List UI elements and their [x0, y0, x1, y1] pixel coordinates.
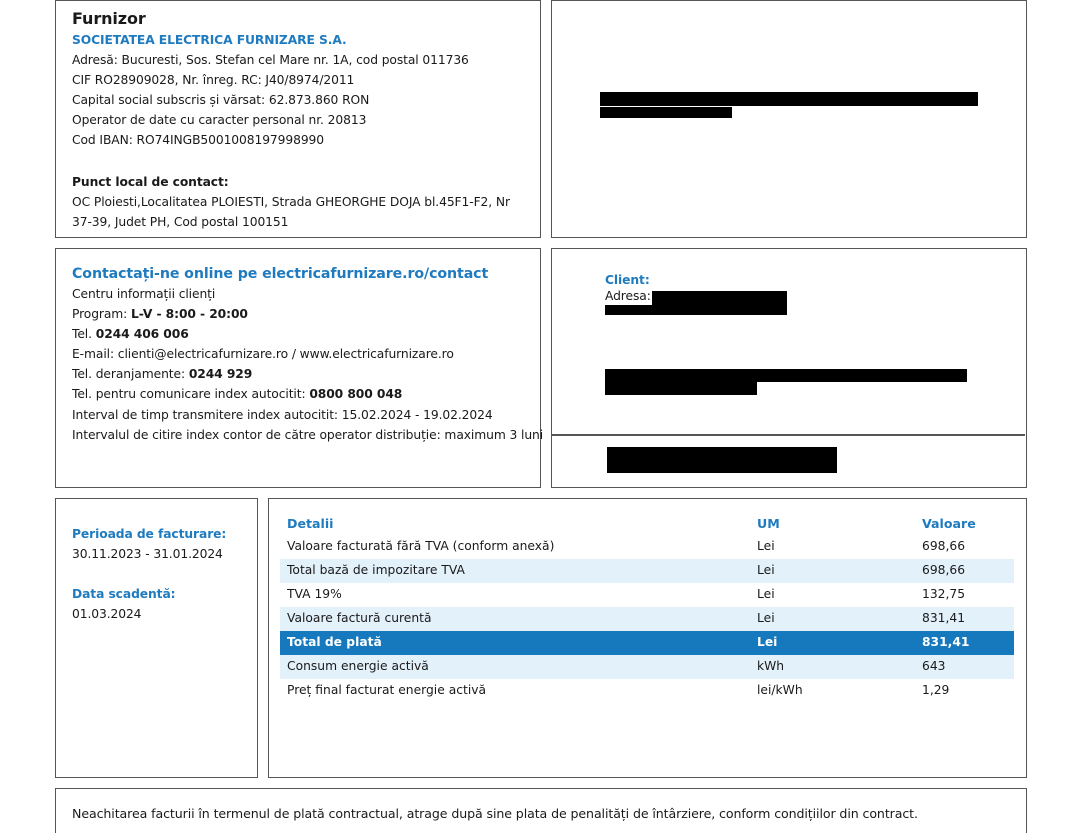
billing-box: [55, 498, 258, 778]
row-um: Lei: [757, 635, 778, 649]
supplier-capital: Capital social subscris și vărsat: 62.873.860 RON: [72, 93, 370, 107]
row-um: kWh: [757, 659, 785, 673]
redacted-block: [605, 305, 787, 315]
recipient-box: [551, 0, 1027, 238]
divider: [552, 434, 1025, 436]
citire-line: Intervalul de citire index contor de către operator distribuție: maximum 3 luni: [72, 428, 544, 442]
supplier-iban: Cod IBAN: RO74INGB5001008197998990: [72, 133, 324, 147]
table-header: [280, 516, 1014, 536]
deranjamente-line: [72, 367, 252, 381]
total-row: [280, 631, 1014, 655]
header-um: UM: [757, 516, 780, 531]
tel-value: 0244 406 006: [95, 327, 189, 341]
email-line: E-mail: clienti@electricafurnizare.ro / www.electricafurnizare.ro: [72, 347, 454, 361]
table-row: [280, 535, 1014, 559]
due-label: Data scadentă:: [72, 587, 176, 601]
interval-line: Interval de timp transmitere index autocitit: 15.02.2024 - 19.02.2024: [72, 408, 493, 422]
due-value: 01.03.2024: [72, 607, 142, 621]
row-um: Lei: [757, 611, 775, 625]
row-value: 831,41: [922, 635, 970, 649]
deranjamente-label: Tel. deranjamente:: [72, 367, 189, 381]
period-label: Perioada de facturare:: [72, 527, 227, 541]
row-value: 132,75: [922, 587, 966, 601]
row-um: lei/kWh: [757, 683, 803, 697]
table-row: [280, 679, 1014, 703]
local-contact-line-1: OC Ploiesti,Localitatea PLOIESTI, Strada GHEORGHE DOJA bl.45F1-F2, Nr: [72, 195, 510, 209]
program-label: Program:: [72, 307, 132, 321]
redacted-block: [600, 92, 978, 106]
row-value: 698,66: [922, 539, 966, 553]
info-center: Centru informații clienți: [72, 287, 216, 301]
footer-box: [55, 788, 1027, 833]
period-value: 30.11.2023 - 31.01.2024: [72, 547, 223, 561]
supplier-company: SOCIETATEA ELECTRICA FURNIZARE S.A.: [72, 33, 347, 47]
index-value: 0800 800 048: [309, 387, 403, 401]
row-value: 831,41: [922, 611, 966, 625]
row-detail: Total de plată: [287, 635, 382, 649]
row-um: Lei: [757, 563, 775, 577]
row-detail: Consum energie activă: [287, 659, 429, 673]
row-value: 643: [922, 659, 946, 673]
contact-heading[interactable]: Contactați-ne online pe electricafurnizare.ro/contact: [72, 266, 489, 282]
local-contact-heading: Punct local de contact:: [72, 175, 229, 189]
table-row: [280, 559, 1014, 583]
contact-box: [55, 248, 544, 488]
redacted-block: [652, 291, 787, 306]
row-detail: Preț final facturat energie activă: [287, 683, 487, 697]
row-detail: TVA 19%: [287, 587, 342, 601]
table-row: [280, 583, 1014, 607]
row-value: 698,66: [922, 563, 966, 577]
program-value: L-V - 8:00 - 20:00: [131, 307, 248, 321]
row-um: Lei: [757, 539, 775, 553]
redacted-block: [600, 107, 732, 118]
table-row: [280, 607, 1014, 631]
row-detail: Valoare facturată fără TVA (conform anexă): [287, 539, 555, 553]
redacted-block: [605, 369, 967, 382]
table-row: [280, 655, 1014, 679]
client-address-label: Adresa:: [605, 289, 651, 303]
local-contact-line-2: 37-39, Judet PH, Cod postal 100151: [72, 215, 289, 229]
supplier-cif: CIF RO28909028, Nr. înreg. RC: J40/8974/2011: [72, 73, 355, 87]
tel-line: [72, 327, 189, 341]
header-detalii: Detalii: [287, 516, 334, 531]
index-label: Tel. pentru comunicare index autocitit:: [72, 387, 310, 401]
supplier-operator: Operator de date cu caracter personal nr. 20813: [72, 113, 367, 127]
header-valoare: Valoare: [922, 516, 976, 531]
tel-label: Tel.: [72, 327, 96, 341]
row-detail: Total bază de impozitare TVA: [287, 563, 465, 577]
supplier-address: Adresă: Bucuresti, Sos. Stefan cel Mare nr. 1A, cod postal 011736: [72, 53, 469, 67]
index-line: [72, 387, 402, 401]
row-detail: Valoare factură curentă: [287, 611, 432, 625]
redacted-block: [607, 447, 837, 473]
row-value: 1,29: [922, 683, 950, 697]
footer-note: Neachitarea facturii în termenul de plată contractual, atrage după sine plata de penalități de întârziere, conform condițiilor din contract.: [72, 806, 918, 821]
client-label: Client:: [605, 273, 650, 287]
supplier-heading: Furnizor: [72, 9, 146, 28]
program-line: [72, 307, 248, 321]
redacted-block: [605, 382, 757, 395]
supplier-box: [55, 0, 541, 238]
deranjamente-value: 0244 929: [188, 367, 253, 381]
client-box: [551, 248, 1027, 488]
row-um: Lei: [757, 587, 775, 601]
